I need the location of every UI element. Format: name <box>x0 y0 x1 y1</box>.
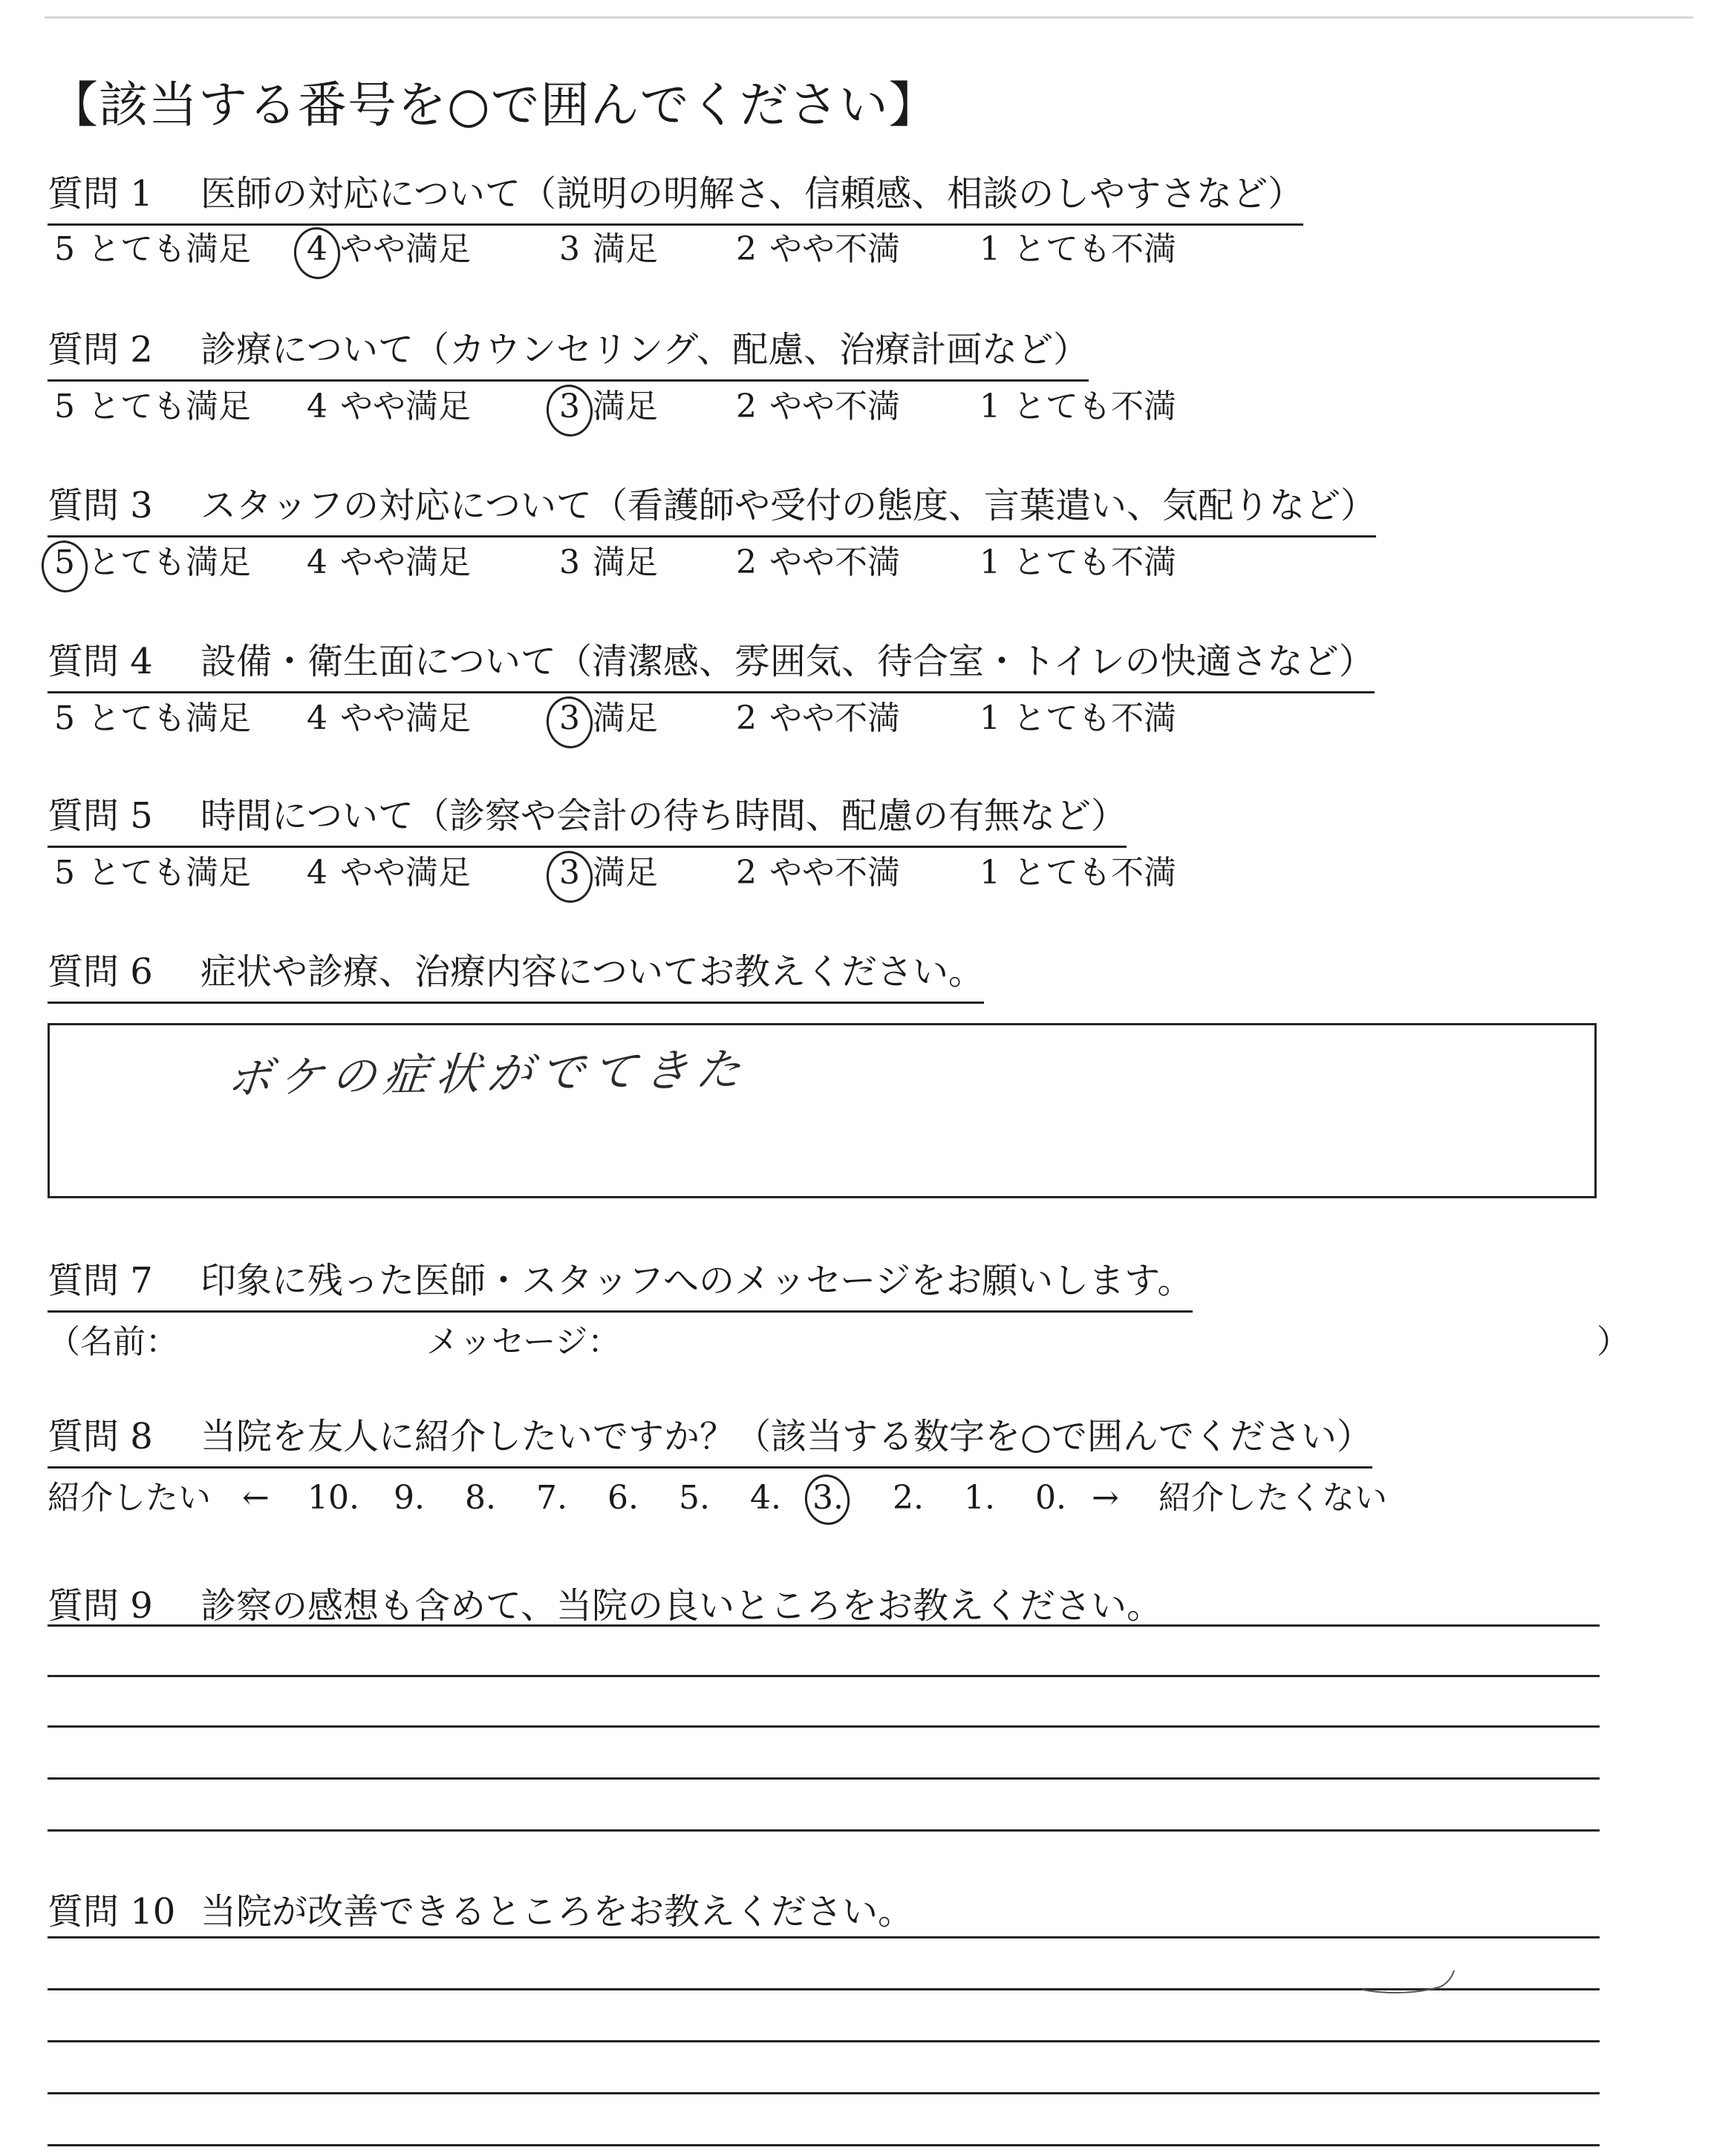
option-1[interactable]: 1 とても不満 <box>980 543 1176 581</box>
scale-value-3[interactable]: 3. <box>812 1474 844 1522</box>
option-3[interactable]: 3 満足 <box>559 543 658 581</box>
question-6-answer-box[interactable] <box>48 1023 1597 1198</box>
option-5[interactable]: 5 とても満足 <box>54 230 251 268</box>
handwritten-answer: ボケの症状がでてきた <box>224 1043 751 1105</box>
question-3-options <box>49 539 1237 587</box>
question-number: 質問 10 <box>48 1891 176 1933</box>
question-number: 質問 1 <box>48 173 153 215</box>
answer-line[interactable] <box>48 1725 1600 1728</box>
right-arrow-icon: → <box>1092 1479 1119 1517</box>
message-field-label[interactable]: メッセージ： <box>426 1323 621 1361</box>
answer-line[interactable] <box>48 1777 1600 1780</box>
option-3[interactable]: 3 満足 <box>554 383 658 431</box>
scale-value-9[interactable]: 9. <box>394 1479 425 1517</box>
scale-value-4[interactable]: 4. <box>750 1479 781 1517</box>
answer-line[interactable] <box>48 2144 1600 2146</box>
question-text: スタッフの対応について（看護師や受付の態度、言葉遣い、気配りなど） <box>201 485 1377 526</box>
scale-value-8[interactable]: 8. <box>465 1479 496 1517</box>
option-4[interactable]: 4 やや満足 <box>307 388 471 425</box>
question-number: 質問 7 <box>48 1260 153 1301</box>
option-3[interactable]: 3 満足 <box>559 230 658 268</box>
question-text: 印象に残った医師・スタッフへのメッセージをお願いします。 <box>201 1260 1193 1301</box>
scale-value-2[interactable]: 2. <box>893 1479 924 1517</box>
question-4-title <box>48 633 1375 693</box>
pen-stroke-mark <box>1359 1967 1456 1997</box>
option-3[interactable]: 3 満足 <box>554 695 658 742</box>
option-3[interactable]: 3 満足 <box>554 849 658 897</box>
option-4[interactable]: 4 やや満足 <box>302 226 471 273</box>
option-5[interactable]: 5 とても満足 <box>54 388 251 425</box>
option-4[interactable]: 4 やや満足 <box>307 854 471 892</box>
question-7-title <box>48 1252 1193 1313</box>
option-2[interactable]: 2 やや不満 <box>736 230 900 268</box>
question-number: 質問 9 <box>48 1585 153 1627</box>
question-number: 質問 8 <box>48 1416 153 1457</box>
question-7-fields <box>48 1319 1629 1366</box>
option-2[interactable]: 2 やや不満 <box>736 388 900 425</box>
option-2[interactable]: 2 やや不満 <box>736 699 900 737</box>
answer-line[interactable] <box>48 1624 1600 1627</box>
selected-circle: 5 <box>49 539 80 587</box>
question-3-title <box>48 477 1376 538</box>
question-1-title <box>48 165 1303 226</box>
question-5-options <box>49 849 1237 897</box>
question-number: 質問 2 <box>48 329 153 370</box>
scale-value-6[interactable]: 6. <box>607 1479 639 1517</box>
question-number: 質問 4 <box>48 641 153 682</box>
option-1[interactable]: 1 とても不満 <box>980 230 1176 268</box>
question-number: 質問 6 <box>48 951 153 993</box>
option-4[interactable]: 4 やや満足 <box>307 543 471 581</box>
question-8-title <box>48 1408 1372 1469</box>
recommend-scale <box>48 1474 1399 1522</box>
question-text: 診療について（カウンセリング、配慮、治療計画など） <box>201 329 1089 370</box>
option-4[interactable]: 4 やや満足 <box>307 699 471 737</box>
answer-line[interactable] <box>48 2040 1600 2042</box>
question-text: 症状や診療、治療内容についてお教えください。 <box>201 951 985 993</box>
question-2-options <box>49 383 1237 431</box>
scale-value-0[interactable]: 0. <box>1035 1479 1066 1517</box>
option-1[interactable]: 1 とても不満 <box>980 699 1176 737</box>
question-text: 医師の対応について（説明の明解さ、信頼感、相談のしやすさなど） <box>201 173 1304 215</box>
answer-line[interactable] <box>48 2092 1600 2094</box>
question-6-title <box>48 943 984 1004</box>
selected-circle: 3 <box>554 383 585 431</box>
option-5[interactable]: 5 とても満足 <box>49 539 251 587</box>
option-5[interactable]: 5 とても満足 <box>54 854 251 892</box>
question-text: 当院を友人に紹介したいですか？（該当する数字を○で囲んでください） <box>201 1416 1372 1457</box>
question-text: 診察の感想も含めて、当院の良いところをお教えください。 <box>201 1585 1163 1627</box>
option-1[interactable]: 1 とても不満 <box>980 388 1176 425</box>
selected-circle: 4 <box>302 226 333 273</box>
question-10-title <box>48 1883 913 1941</box>
question-1-options <box>49 226 1237 273</box>
selected-circle: 3 <box>554 849 585 897</box>
answer-line[interactable] <box>48 1829 1600 1832</box>
option-1[interactable]: 1 とても不満 <box>980 854 1176 892</box>
left-arrow-icon: ← <box>242 1479 270 1517</box>
question-text: 時間について（診察や会計の待ち時間、配慮の有無など） <box>201 795 1127 837</box>
scale-value-7[interactable]: 7. <box>536 1479 567 1517</box>
question-text: 設備・衛生面について（清潔感、雰囲気、待合室・トイレの快適さなど） <box>201 641 1375 682</box>
scale-value-10[interactable]: 10. <box>307 1479 359 1517</box>
top-border <box>45 16 1693 19</box>
question-5-title <box>48 787 1127 848</box>
option-2[interactable]: 2 やや不満 <box>736 543 900 581</box>
closing-paren: ） <box>1597 1323 1629 1361</box>
answer-line[interactable] <box>48 1936 1600 1938</box>
option-5[interactable]: 5 とても満足 <box>54 699 251 737</box>
question-text: 当院が改善できるところをお教えください。 <box>201 1891 914 1933</box>
question-4-options <box>49 695 1237 742</box>
question-number: 質問 3 <box>48 485 153 526</box>
answer-line[interactable] <box>48 1675 1600 1677</box>
option-2[interactable]: 2 やや不満 <box>736 854 900 892</box>
question-number: 質問 5 <box>48 795 153 837</box>
selected-circle: 3 <box>554 695 585 742</box>
question-9-title <box>48 1577 1162 1636</box>
name-field-label[interactable]: （名前： <box>48 1323 178 1361</box>
scale-value-5[interactable]: 5. <box>679 1479 710 1517</box>
recommend-label: 紹介したい <box>48 1479 211 1517</box>
survey-instruction: 【該当する番号を○で囲んでください】 <box>49 76 939 134</box>
question-2-title <box>48 321 1089 382</box>
scale-value-1[interactable]: 1. <box>964 1479 995 1517</box>
not-recommend-label: 紹介したくない <box>1158 1479 1387 1517</box>
